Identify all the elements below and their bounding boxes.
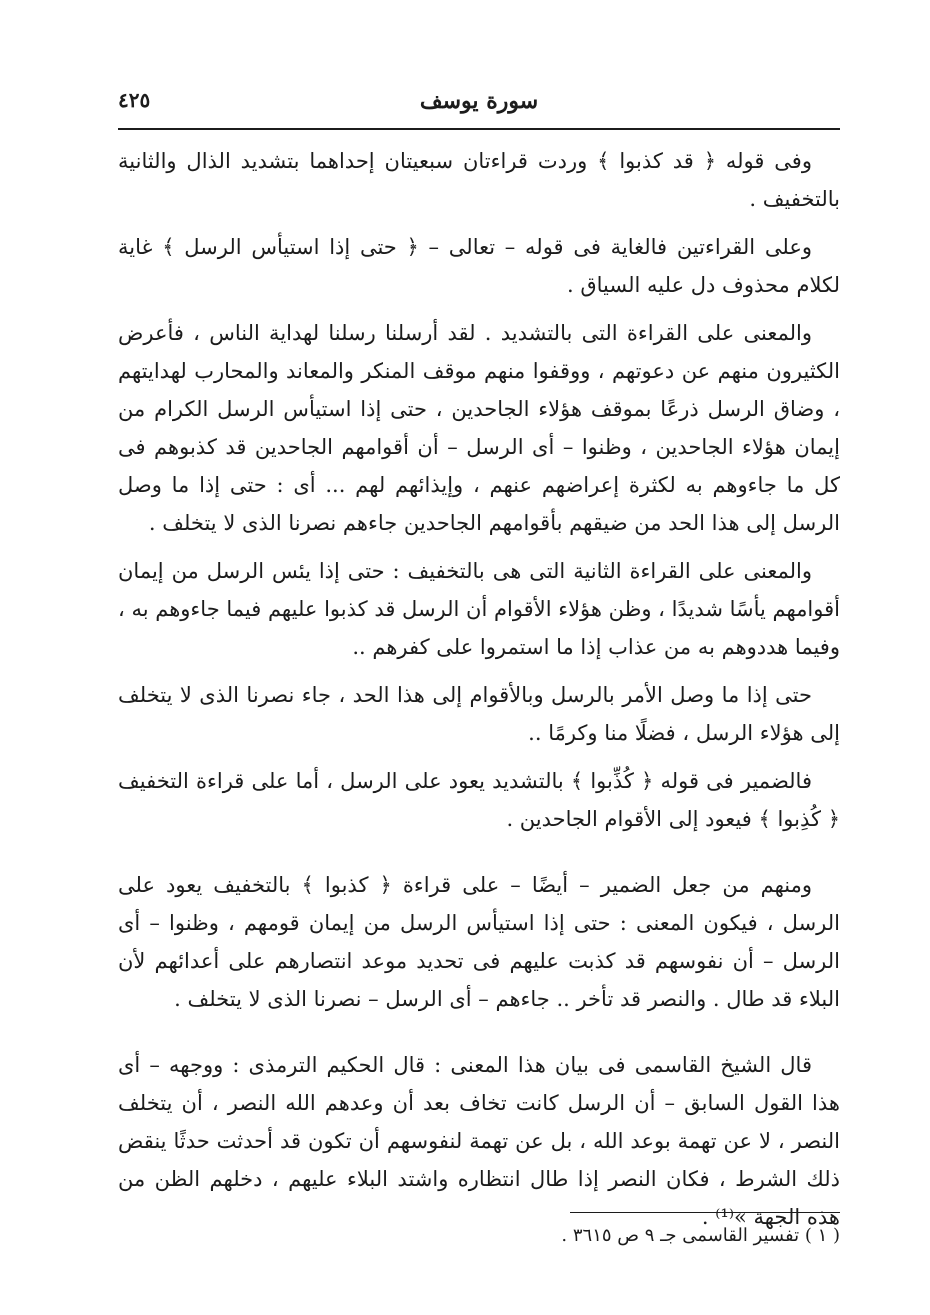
paragraph-6: فالضمير فى قوله ﴿ كُذِّبوا ﴾ بالتشديد يعود على الرسل ، أما على قراءة التخفيف ﴿ كُذِبوا ﴾ فيعود إلى الأقوام الجاحدين . [118, 769, 840, 831]
page-header [118, 84, 840, 124]
running-title: سورة يوسف [419, 88, 539, 114]
body-text [118, 142, 840, 1246]
footnote-rule [570, 1212, 840, 1213]
paragraph-8: قال الشيخ القاسمى فى بيان هذا المعنى : قال الحكيم الترمذى : ووجهه – أى هذا القول السابق – أن الرسل كانت تخاف بعد أن وعدهم الله النصر ، أن يتخلف النصر ، لا عن تهمة بوعد الله ، بل عن تهمة لنفوسهم أن تكون قد أحدثت حدثًا ينقض ذلك الشرط ، فكان النصر إذا طال انتظاره واشتد البلاء عليهم ، دخلهم الظن من هذه الجهة »⁽¹⁾ . [118, 1053, 840, 1229]
footnote: ( ١ ) تفسير القاسمى جـ ٩ ص ٣٦١٥ . [561, 1225, 840, 1246]
paragraph-4: والمعنى على القراءة الثانية التى هى بالتخفيف : حتى إذا يئس الرسل من إيمان أقوامهم يأسًا شديدًا ، وظن هؤلاء الأقوام أن الرسل قد كذبوا عليهم فيما جاءوهم به ، وفيما هددوهم به من عذاب إذا ما استمروا على كفرهم .. [118, 559, 840, 659]
paragraph-7: ومنهم من جعل الضمير – أيضًا – على قراءة ﴿ كذبوا ﴾ بالتخفيف يعود على الرسل ، فيكون المعنى : حتى إذا استيأس الرسل من إيمان قومهم ، وظنوا – أى الرسل – أن نفوسهم قد كذبت عليهم فى تحديد موعد انتصارهم على أعدائهم لأن البلاء قد طال . والنصر قد تأخر .. جاءهم – أى الرسل – نصرنا الذى لا يتخلف . [118, 873, 840, 1011]
page-number: ٤٢٥ [118, 88, 151, 112]
paragraph-2: وعلى القراءتين فالغاية فى قوله – تعالى – ﴿ حتى إذا استيأس الرسل ﴾ غاية لكلام محذوف دل عليه السياق . [118, 235, 840, 297]
header-rule [118, 128, 840, 130]
paragraph-5: حتى إذا ما وصل الأمر بالرسل وبالأقوام إلى هذا الحد ، جاء نصرنا الذى لا يتخلف إلى هؤلاء الرسل ، فضلًا منا وكرمًا .. [118, 683, 840, 745]
paragraph-1: وفى قوله ﴿ قد كذبوا ﴾ وردت قراءتان سبعيتان إحداهما بتشديد الذال والثانية بالتخفيف . [118, 149, 840, 211]
paragraph-3: والمعنى على القراءة التى بالتشديد . لقد أرسلنا رسلنا لهداية الناس ، فأعرض الكثيرون منهم عن دعوتهم ، ووقفوا منهم موقف المنكر والمعاند والمحارب لهدايتهم ، وضاق الرسل ذرعًا بموقف هؤلاء الجاحدين ، حتى إذا استيأس الرسل الكرام من إيمان هؤلاء الجاحدين ، وظنوا – أى الرسل – أن أقوامهم الجاحدين قد كذبوهم فى كل ما جاءوهم به لكثرة إعراضهم عنهم ، وإيذائهم لهم ... أى : حتى إذا ما وصل الرسل إلى هذا الحد من ضيقهم بأقوامهم الجاحدين جاءهم نصرنا الذى لا يتخلف . [118, 321, 840, 535]
